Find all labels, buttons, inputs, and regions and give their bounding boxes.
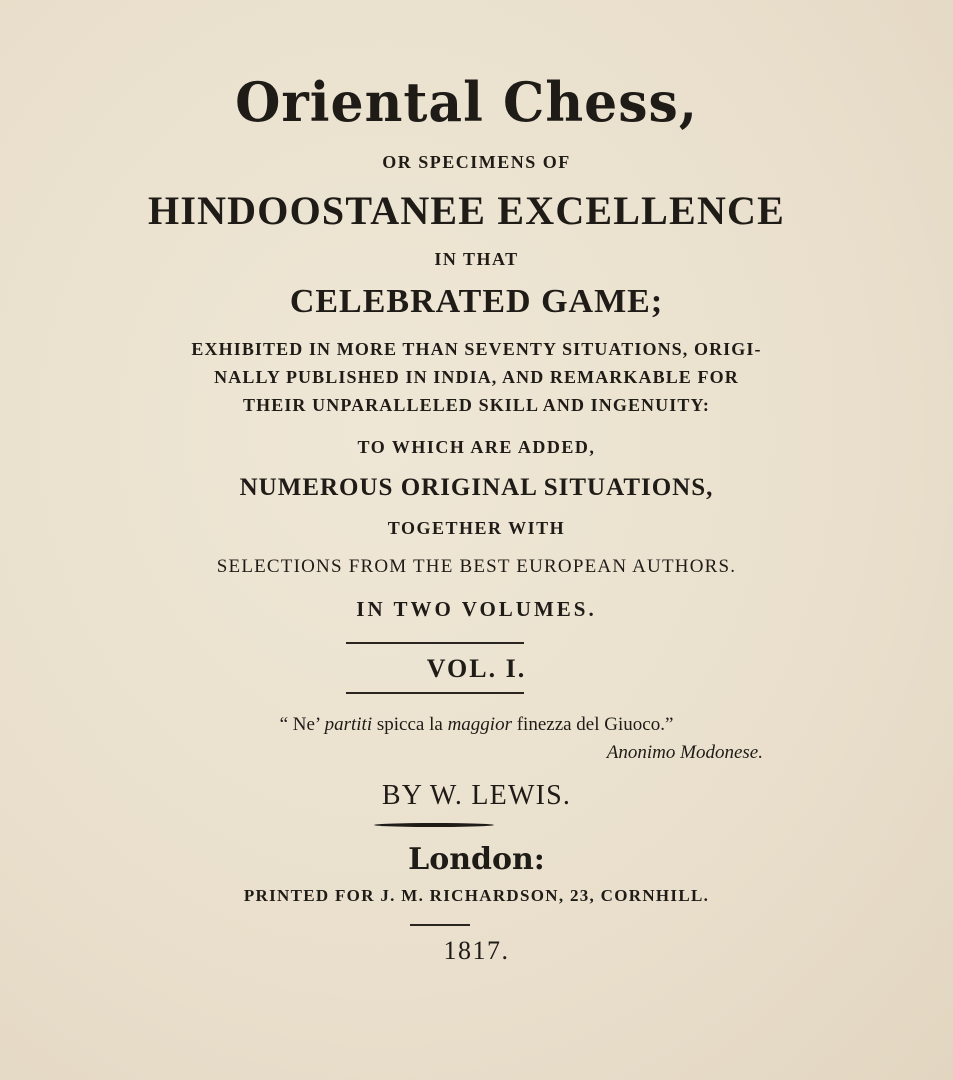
ornamental-rule bbox=[374, 823, 494, 827]
description-line-1: EXHIBITED IN MORE THAN SEVENTY SITUATIONS, ORIGI- bbox=[191, 339, 762, 359]
together-line: TOGETHER WITH bbox=[387, 518, 566, 538]
short-rule bbox=[410, 924, 470, 926]
quote-italic-2: maggior bbox=[447, 714, 512, 735]
divider-rule bbox=[346, 692, 524, 694]
author-line: BY W. LEWIS. bbox=[381, 780, 572, 811]
subtitle-line-4: CELEBRATED GAME; bbox=[289, 283, 664, 320]
description-line-3: THEIR UNPARALLELED SKILL AND INGENUITY: bbox=[243, 395, 710, 415]
added-line: TO WHICH ARE ADDED, bbox=[357, 437, 596, 457]
quote-mid: spicca la bbox=[372, 714, 448, 735]
situations-line: NUMEROUS ORIGINAL SITUATIONS, bbox=[239, 474, 714, 501]
subtitle-line-1: OR SPECIMENS OF bbox=[382, 152, 571, 172]
quote-end: finezza del Giuoco.” bbox=[511, 714, 674, 735]
description-line-2: NALLY PUBLISHED IN INDIA, AND REMARKABLE FOR bbox=[214, 367, 739, 387]
epigraph-quote bbox=[0, 714, 953, 736]
volumes-line: IN TWO VOLUMES. bbox=[356, 597, 597, 621]
selections-line: SELECTIONS FROM THE BEST EUROPEAN AUTHORS. bbox=[216, 556, 737, 577]
imprint-place: London: bbox=[408, 842, 545, 877]
imprint-year: 1817. bbox=[443, 936, 510, 965]
volume-number: VOL. I. bbox=[426, 654, 527, 683]
quote-open: “ Ne’ bbox=[279, 714, 325, 735]
epigraph-attribution: Anonimo Modonese. bbox=[606, 742, 763, 763]
quote-italic-1: partiti bbox=[324, 714, 373, 735]
book-title: Oriental Chess, bbox=[235, 70, 698, 135]
imprint-printer: PRINTED FOR J. M. RICHARDSON, 23, CORNHILL. bbox=[243, 886, 710, 905]
divider-rule bbox=[346, 642, 524, 644]
subtitle-line-3: IN THAT bbox=[434, 249, 519, 269]
subtitle-line-2: HINDOOSTANEE EXCELLENCE bbox=[148, 188, 785, 233]
